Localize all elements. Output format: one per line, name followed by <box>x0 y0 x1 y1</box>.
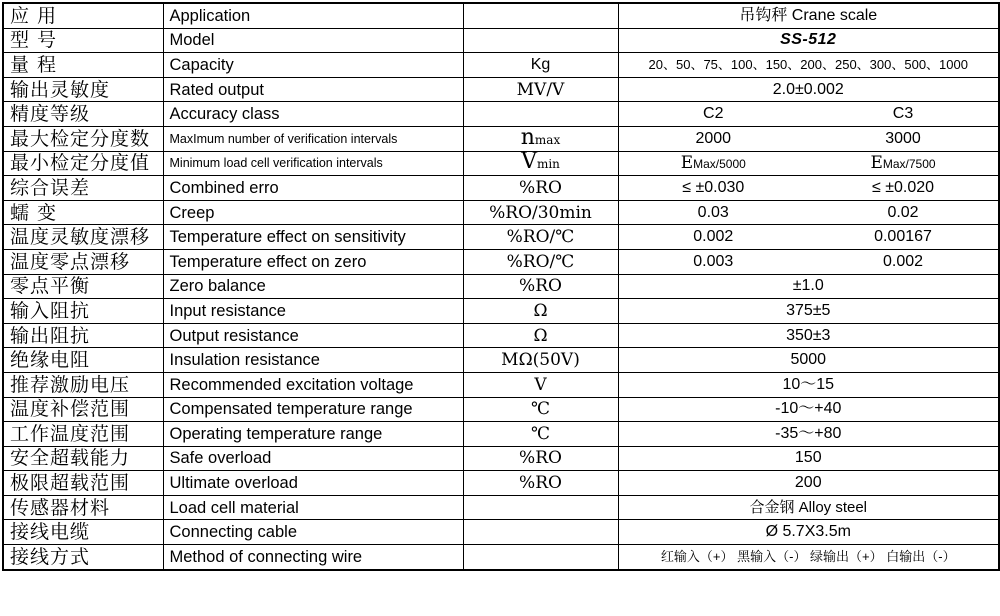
table-row <box>3 102 999 127</box>
param-cn: 极限超载范围 <box>3 471 163 496</box>
param-en: Minimum load cell verification intervals <box>163 151 463 176</box>
value-c3: 0.002 <box>808 249 999 274</box>
param-unit <box>463 545 618 570</box>
param-cn: 温度灵敏度漂移 <box>3 225 163 250</box>
table-row <box>3 200 999 225</box>
param-unit: %RO/30min <box>463 200 618 225</box>
table-row <box>3 446 999 471</box>
param-cn: 推荐激励电压 <box>3 372 163 397</box>
param-cn: 精度等级 <box>3 102 163 127</box>
param-en: Application <box>163 3 463 28</box>
value-c2: ≤ ±0.030 <box>618 176 808 201</box>
table-row <box>3 77 999 102</box>
param-cn: 温度零点漂移 <box>3 249 163 274</box>
param-value: 375±5 <box>618 299 999 324</box>
param-value: 合金钢 Alloy steel <box>618 495 999 520</box>
param-value: 20、50、75、100、150、200、250、300、500、1000 <box>618 53 999 78</box>
param-en: Load cell material <box>163 495 463 520</box>
param-en: Output resistance <box>163 323 463 348</box>
spec-sheet <box>2 2 998 612</box>
table-row <box>3 372 999 397</box>
param-cn: 工作温度范围 <box>3 422 163 447</box>
param-unit: Ω <box>463 299 618 324</box>
param-unit <box>463 102 618 127</box>
param-unit: ℃ <box>463 422 618 447</box>
param-en: Method of connecting wire <box>163 545 463 570</box>
param-value: 200 <box>618 471 999 496</box>
param-en: Compensated temperature range <box>163 397 463 422</box>
param-en: Combined erro <box>163 176 463 201</box>
param-cn: 最小检定分度值 <box>3 151 163 176</box>
param-unit: Kg <box>463 53 618 78</box>
param-value: -10～+40 <box>618 397 999 422</box>
table-row <box>3 151 999 176</box>
table-row <box>3 348 999 373</box>
param-en: Creep <box>163 200 463 225</box>
param-unit: MΩ(50V) <box>463 348 618 373</box>
table-row <box>3 299 999 324</box>
param-cn: 应 用 <box>3 3 163 28</box>
table-row <box>3 520 999 545</box>
unit-main: n <box>520 126 535 150</box>
param-value: 350±3 <box>618 323 999 348</box>
param-value: 150 <box>618 446 999 471</box>
param-cn: 温度补偿范围 <box>3 397 163 422</box>
value-sub: Max/7500 <box>882 156 936 171</box>
param-unit: %RO/℃ <box>463 225 618 250</box>
table-row <box>3 495 999 520</box>
table-row <box>3 225 999 250</box>
param-unit <box>463 3 618 28</box>
table-row <box>3 323 999 348</box>
value-main: E <box>870 152 883 173</box>
table-row <box>3 545 999 570</box>
param-cn: 安全超载能力 <box>3 446 163 471</box>
param-unit: %RO <box>463 446 618 471</box>
param-cn: 接线电缆 <box>3 520 163 545</box>
param-cn: 型 号 <box>3 28 163 53</box>
value-c2: C2 <box>618 102 808 127</box>
param-unit: %RO <box>463 176 618 201</box>
unit-main: V <box>521 151 537 175</box>
param-value: -35～+80 <box>618 422 999 447</box>
param-unit: %RO/℃ <box>463 249 618 274</box>
param-unit: %RO <box>463 274 618 299</box>
param-value: Ø 5.7X3.5m <box>618 520 999 545</box>
param-en: Ultimate overload <box>163 471 463 496</box>
value-c3: ≤ ±0.020 <box>808 176 999 201</box>
table-row <box>3 249 999 274</box>
param-en: Input resistance <box>163 299 463 324</box>
unit-sub: max <box>534 132 561 147</box>
param-cn: 接线方式 <box>3 545 163 570</box>
param-cn: 零点平衡 <box>3 274 163 299</box>
value-c3: C3 <box>808 102 999 127</box>
param-unit <box>463 495 618 520</box>
param-unit: MV/V <box>463 77 618 102</box>
table-row <box>3 53 999 78</box>
param-unit: ℃ <box>463 397 618 422</box>
param-cn: 量 程 <box>3 53 163 78</box>
param-value: 10～15 <box>618 372 999 397</box>
value-c2: 0.03 <box>618 200 808 225</box>
table-row <box>3 176 999 201</box>
param-en: MaxImum number of verification intervals <box>163 126 463 151</box>
table-row <box>3 3 999 28</box>
unit-sub: min <box>536 157 560 172</box>
param-unit <box>463 151 618 176</box>
param-cn: 输出灵敏度 <box>3 77 163 102</box>
param-value: 2.0±0.002 <box>618 77 999 102</box>
param-en: Operating temperature range <box>163 422 463 447</box>
param-unit: Ω <box>463 323 618 348</box>
param-unit <box>463 126 618 151</box>
table-row <box>3 471 999 496</box>
table-row <box>3 126 999 151</box>
spec-table <box>2 2 1000 571</box>
param-cn: 输入阻抗 <box>3 299 163 324</box>
value-main: E <box>680 152 694 173</box>
param-value: 吊钩秤 Crane scale <box>618 3 999 28</box>
param-en: Zero balance <box>163 274 463 299</box>
param-value: ±1.0 <box>618 274 999 299</box>
param-en: Connecting cable <box>163 520 463 545</box>
value-c2: 0.003 <box>618 249 808 274</box>
param-cn: 综合误差 <box>3 176 163 201</box>
param-cn: 传感器材料 <box>3 495 163 520</box>
value-c3 <box>808 151 999 176</box>
param-unit <box>463 28 618 53</box>
param-en: Accuracy class <box>163 102 463 127</box>
param-en: Model <box>163 28 463 53</box>
value-c2 <box>618 151 808 176</box>
param-en: Safe overload <box>163 446 463 471</box>
param-en: Rated output <box>163 77 463 102</box>
param-en: Temperature effect on sensitivity <box>163 225 463 250</box>
param-unit: %RO <box>463 471 618 496</box>
param-cn: 蠕 变 <box>3 200 163 225</box>
value-c3: 3000 <box>808 126 999 151</box>
param-en: Temperature effect on zero <box>163 249 463 274</box>
table-row <box>3 422 999 447</box>
param-value: 红输入（+） 黑输入（-） 绿输出（+） 白输出（-） <box>618 545 999 570</box>
param-en: Recommended excitation voltage <box>163 372 463 397</box>
value-c2: 2000 <box>618 126 808 151</box>
table-row <box>3 274 999 299</box>
value-c3: 0.02 <box>808 200 999 225</box>
param-en: Insulation resistance <box>163 348 463 373</box>
model-value: SS-512 <box>618 28 999 53</box>
table-row <box>3 397 999 422</box>
table-row <box>3 28 999 53</box>
param-cn: 输出阻抗 <box>3 323 163 348</box>
param-cn: 绝缘电阻 <box>3 348 163 373</box>
value-c3: 0.00167 <box>808 225 999 250</box>
param-value: 5000 <box>618 348 999 373</box>
param-unit <box>463 520 618 545</box>
value-c2: 0.002 <box>618 225 808 250</box>
value-sub: Max/5000 <box>693 156 746 171</box>
param-cn: 最大检定分度数 <box>3 126 163 151</box>
param-unit: V <box>463 372 618 397</box>
param-en: Capacity <box>163 53 463 78</box>
